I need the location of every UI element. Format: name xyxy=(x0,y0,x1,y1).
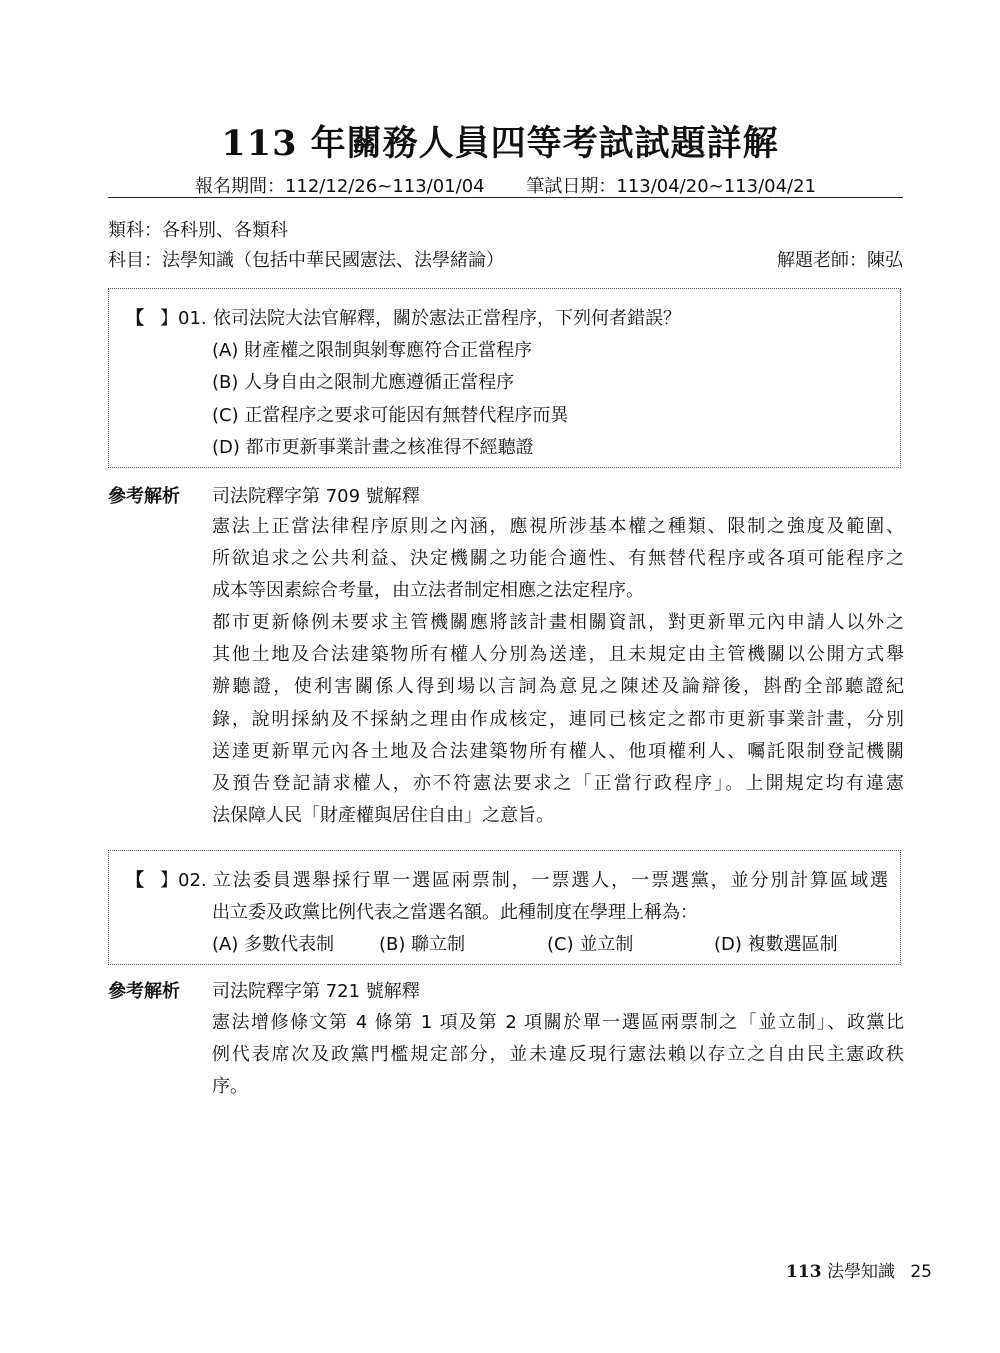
answer1-line: 送達更新單元內各土地及合法建築物所有權人、他項權利人、囑託限制登記機關 xyxy=(212,741,904,762)
answer-label-2: 參考解析 xyxy=(108,981,180,1002)
answer1-line: 憲法上正當法律程序原則之內涵，應視所涉基本權之種類、限制之強度及範圍、 xyxy=(212,516,904,537)
answer-label-1: 參考解析 xyxy=(108,486,180,507)
q1-option-c: (C) 正當程序之要求可能因有無替代程序而異 xyxy=(212,405,569,426)
answer2-line: 司法院釋字第 721 號解釋 xyxy=(212,981,420,1002)
q2-option-c: (C) 並立制 xyxy=(547,934,634,955)
answer1-line: 所欲追求之公共利益、決定機關之功能合適性、有無替代程序或各項可能程序之 xyxy=(212,548,904,569)
q1-option-b: (B) 人身自由之限制尤應遵循正當程序 xyxy=(212,372,515,393)
q1-option-d: (D) 都市更新事業計畫之核准得不經聽證 xyxy=(212,437,534,458)
answer-bracket-open-2: 【 xyxy=(126,870,144,891)
page-title: 113 年關務人員四等考試試題詳解 xyxy=(221,123,779,164)
q2-option-a: (A) 多數代表制 xyxy=(212,934,335,955)
answer2-line: 例代表席次及政黨門檻規定部分，並未違反現行憲法賴以存立之自由民主憲政秩 xyxy=(212,1044,904,1065)
subject-line: 科目：法學知識（包括中華民國憲法、法學緒論） xyxy=(108,250,504,271)
q2-option-b: (B) 聯立制 xyxy=(379,934,466,955)
question-number-1: 】01. xyxy=(160,308,207,329)
answer1-line: 都市更新條例未要求主管機關應將該計畫相關資訊，對更新單元內申請人以外之 xyxy=(212,612,904,633)
footer-book-name: 法學知識 xyxy=(826,1262,895,1282)
answer1-line: 錄，說明採納及不採納之理由作成核定，連同已核定之都市更新事業計畫，分別 xyxy=(212,709,904,730)
header-divider xyxy=(108,197,903,198)
exam-info xyxy=(108,172,903,198)
q2-option-d: (D) 複數選區制 xyxy=(714,934,838,955)
answer1-line: 法保障人民「財產權與居住自由」之意旨。 xyxy=(212,805,554,826)
footer-book-number: 113 xyxy=(786,1262,822,1282)
answer1-line: 辦聽證，使利害關係人得到場以言詞為意見之陳述及論辯後，斟酌全部聽證紀 xyxy=(212,676,904,697)
answer1-line: 其他土地及合法建築物所有權人分別為送達，且未規定由主管機關以公開方式舉 xyxy=(212,644,904,665)
question-text-2: 立法委員選舉採行單一選區兩票制，一票選人，一票選黨，並分別計算區域選 xyxy=(213,870,888,891)
answer1-line: 及預告登記請求權人，亦不符憲法要求之「正當行政程序」。上開規定均有違憲 xyxy=(212,773,904,794)
page-footer xyxy=(700,1257,932,1282)
answer1-line: 司法院釋字第 709 號解釋 xyxy=(212,486,420,507)
answer2-line: 憲法增修條文第 4 條第 1 項及第 2 項關於單一選區兩票制之「並立制」、政黨比 xyxy=(212,1012,904,1033)
teacher-line: 解題老師：陳弘 xyxy=(777,250,903,271)
answer1-line: 成本等因素綜合考量，由立法者制定相應之法定程序。 xyxy=(212,580,644,601)
exam-date: 筆試日期：113/04/20~113/04/21 xyxy=(526,176,817,197)
q1-option-a: (A) 財產權之限制與剝奪應符合正當程序 xyxy=(212,340,533,361)
registration-period: 報名期間：112/12/26~113/01/04 xyxy=(194,176,485,197)
question-number-2: 】02. xyxy=(160,870,207,891)
answer-bracket-open-1: 【 xyxy=(126,308,144,329)
page-number: 25 xyxy=(910,1262,932,1282)
question-text-1: 依司法院大法官解釋，關於憲法正當程序，下列何者錯誤？ xyxy=(213,308,681,329)
category-line: 類科：各科別、各類科 xyxy=(108,220,288,241)
answer2-line: 序。 xyxy=(212,1076,248,1097)
question-text-2-cont: 出立委及政黨比例代表之當選名額。此種制度在學理上稱為： xyxy=(212,902,698,923)
